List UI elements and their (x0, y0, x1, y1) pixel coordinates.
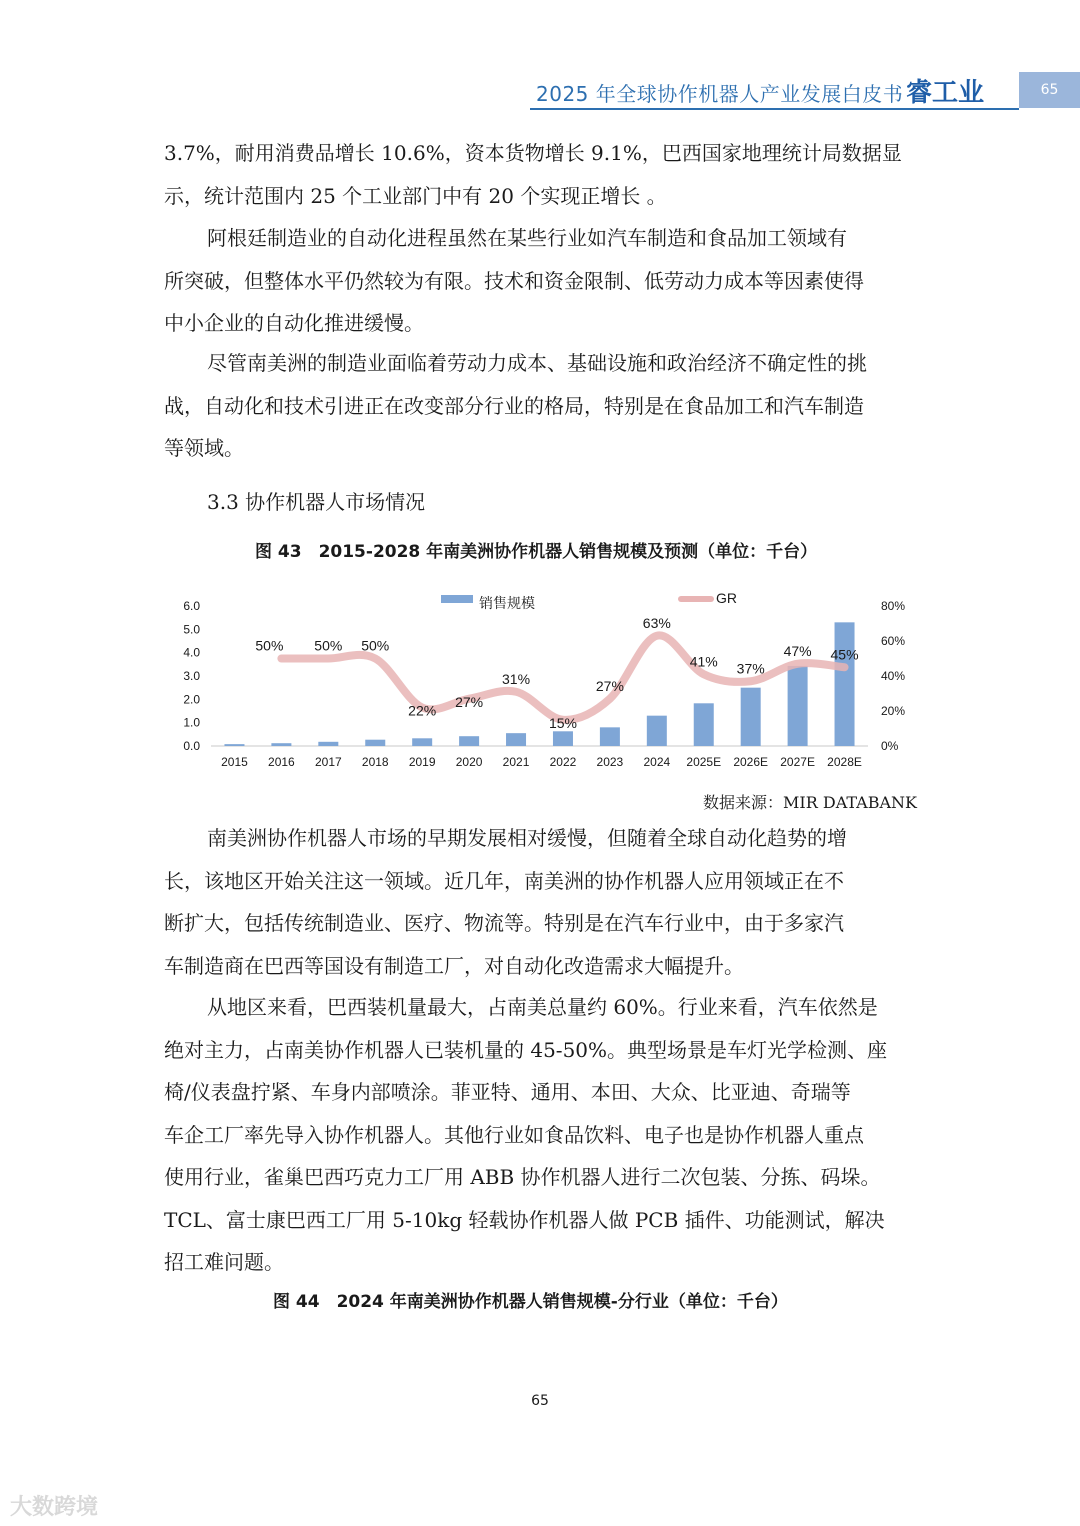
gr-data-label: 22% (408, 702, 437, 719)
x-tick-label: 2019 (408, 755, 436, 769)
x-tick-label: 2018 (361, 755, 389, 769)
gr-data-label: 50% (255, 637, 284, 654)
brand-logo: 睿工业 (906, 78, 985, 108)
text-line: 中小企业的自动化推进缓慢。 (164, 311, 424, 335)
gr-data-label: 47% (783, 642, 812, 659)
bar (365, 740, 385, 746)
page-number: 65 (531, 1393, 549, 1409)
watermark: 大数跨境 (10, 1495, 99, 1520)
y-right-tick-label: 20% (881, 704, 906, 718)
text-line: 3.7%，耐用消费品增长 10.6%，资本货物增长 9.1%，巴西国家地理统计局数据显 (164, 141, 902, 165)
gr-data-label: 41% (689, 653, 718, 670)
x-tick-label: 2027E (780, 755, 815, 769)
text-line: 车制造商在巴西等国设有制造工厂，对自动化改造需求大幅提升。 (164, 953, 744, 978)
x-tick-label: 2022 (549, 755, 577, 769)
text-line: 战，自动化和技术引进正在改变部分行业的格局，特别是在食品加工和汽车制造 (164, 393, 864, 418)
text-line: 示，统计范围内 25 个工业部门中有 20 个实现正增长 。 (164, 183, 667, 208)
bar (459, 736, 479, 746)
bar (318, 742, 338, 746)
bar (647, 716, 667, 746)
bar (694, 703, 714, 746)
bar (224, 744, 244, 746)
x-tick-label: 2020 (455, 755, 483, 769)
gr-data-label: 31% (502, 670, 531, 687)
header-title: 2025 年全球协作机器人产业发展白皮书 (536, 82, 904, 106)
gr-data-label: 50% (361, 637, 390, 654)
paragraph-5 (164, 986, 918, 1284)
header-rule (530, 108, 1019, 110)
gr-data-label: 45% (830, 646, 859, 663)
text-line: 阿根廷制造业的自动化进程虽然在某些行业如汽车制造和食品加工领域有 (207, 226, 847, 250)
text-line: 从地区来看，巴西装机量最大，占南美总量约 60%。行业来看，汽车依然是 (207, 995, 878, 1019)
bar (788, 666, 808, 746)
legend-bar-swatch (441, 595, 473, 603)
text-line: 车企工厂率先导入协作机器人。其他行业如食品饮料、电子也是协作机器人重点 (164, 1122, 864, 1147)
y-right-tick-label: 60% (881, 634, 906, 648)
paragraph-2 (164, 217, 918, 345)
y-left-tick-label: 3.0 (183, 669, 200, 683)
x-tick-label: 2025E (686, 755, 722, 769)
y-right-tick-label: 40% (881, 669, 906, 683)
x-tick-label: 2026E (733, 755, 769, 769)
x-tick-label: 2023 (596, 755, 624, 769)
text-line: 所突破，但整体水平仍然较为有限。技术和资金限制、低劳动力成本等因素使得 (164, 268, 864, 293)
data-source: 数据来源：MIR DATABANK (703, 793, 917, 812)
y-right-tick-label: 0% (881, 739, 899, 753)
bar (600, 727, 620, 746)
legend-line-swatch (678, 596, 714, 602)
legend-line-label: GR (716, 590, 737, 606)
paragraph-1 (164, 132, 918, 217)
x-tick-label: 2028E (827, 755, 862, 769)
text-line: 南美洲协作机器人市场的早期发展相对缓慢，但随着全球自动化趋势的增 (207, 826, 847, 850)
bar (271, 743, 291, 746)
bar (412, 738, 432, 746)
text-line: TCL、富士康巴西工厂用 5-10kg 轻载协作机器人做 PCB 插件、功能测试，解决 (164, 1207, 885, 1232)
gr-data-label: 63% (642, 614, 671, 631)
gr-data-label: 27% (595, 677, 624, 694)
sales-chart (160, 580, 920, 780)
text-line: 长，该地区开始关注这一领域。近几年，南美洲的协作机器人应用领域正在不 (164, 868, 844, 893)
x-tick-label: 2017 (314, 755, 342, 769)
y-left-tick-label: 2.0 (183, 692, 200, 707)
x-tick-label: 2024 (643, 755, 671, 769)
figure-44-caption: 图 44 2024 年南美洲协作机器人销售规模-分行业（单位：千台） (273, 1292, 788, 1312)
y-right-tick-label: 80% (881, 599, 906, 613)
legend-bar-label: 销售规模 (479, 595, 535, 611)
y-left-tick-label: 5.0 (183, 622, 200, 637)
text-line: 椅/仪表盘拧紧、车身内部喷涂。菲亚特、通用、本田、大众、比亚迪、奇瑞等 (164, 1080, 851, 1104)
gr-data-label: 50% (314, 637, 343, 654)
page-number-tab: 65 (1019, 72, 1080, 108)
bar (506, 733, 526, 746)
text-line: 尽管南美洲的制造业面临着劳动力成本、基础设施和政治经济不确定性的挑 (207, 351, 867, 375)
text-line: 使用行业，雀巢巴西巧克力工厂用 ABB 协作机器人进行二次包装、分拣、码垛。 (164, 1165, 881, 1189)
figure-43-caption: 图 43 2015-2028 年南美洲协作机器人销售规模及预测（单位：千台） (255, 542, 818, 562)
x-tick-label: 2015 (221, 755, 248, 769)
text-line: 等领域。 (164, 436, 244, 460)
y-left-tick-label: 4.0 (183, 645, 200, 660)
gr-data-label: 27% (455, 693, 484, 710)
legend (441, 590, 737, 611)
text-line: 招工难问题。 (164, 1250, 284, 1274)
gr-data-label: 15% (548, 714, 577, 731)
x-tick-label: 2016 (268, 755, 295, 769)
y-left-tick-label: 6.0 (183, 599, 200, 613)
paragraph-4 (164, 817, 918, 987)
bar (741, 688, 761, 746)
y-left-tick-label: 1.0 (183, 715, 200, 730)
section-heading: 3.3 协作机器人市场情况 (207, 490, 426, 514)
bar (835, 622, 855, 746)
paragraph-3 (164, 342, 918, 470)
gr-data-label: 37% (736, 660, 765, 677)
y-left-tick-label: 0.0 (183, 739, 200, 753)
x-tick-label: 2021 (502, 755, 530, 769)
text-line: 断扩大，包括传统制造业、医疗、物流等。特别是在汽车行业中，由于多家汽 (164, 911, 844, 935)
text-line: 绝对主力，占南美协作机器人已装机量的 45-50%。典型场景是车灯光学检测、座 (164, 1037, 888, 1062)
bar (553, 731, 573, 746)
